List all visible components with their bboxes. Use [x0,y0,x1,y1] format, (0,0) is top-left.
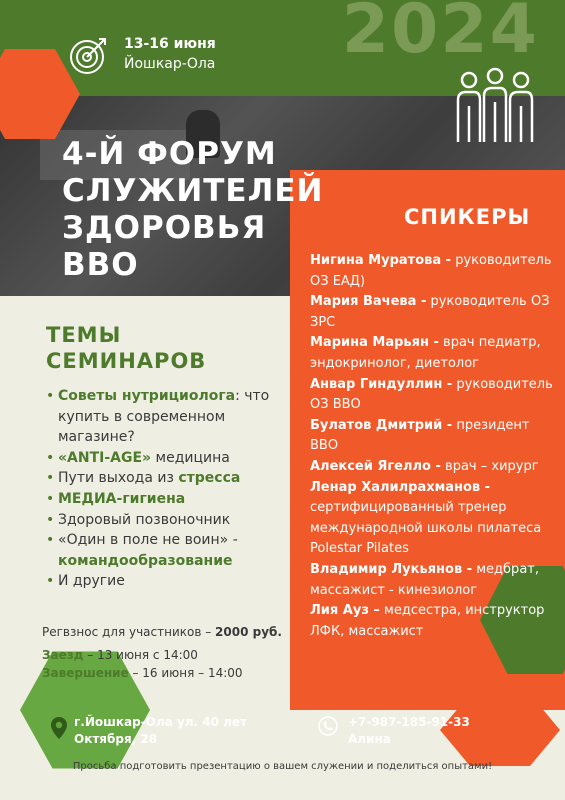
arrival-label: Заезд [42,648,84,662]
theme-item [46,468,296,489]
theme-highlight: командообразование [58,552,233,569]
speakers-heading: СПИКЕРЫ [404,205,531,229]
speaker-name: Марина Марьян - [310,335,439,351]
themes-heading-line: ТЕМЫ [46,323,122,347]
themes-heading [46,322,206,374]
footer-note: Просьба подготовить презентацию о вашем служении и поделиться опытами! [72,761,493,772]
speaker-item [310,457,560,478]
theme-highlight: МЕДИА-гигиена [58,490,186,507]
themes-heading-line: СЕМИНАРОВ [46,349,207,373]
theme-text: Пути выхода из [58,470,179,487]
registration-fee [42,625,282,639]
speaker-item [310,601,560,642]
title-line: 4-Й ФОРУМ [62,136,277,172]
speaker-role: медсестра, инструктор ЛФК, массажист [310,603,545,639]
arrival-row [42,646,243,664]
contact [348,714,470,748]
theme-highlight: Советы нутрициолога [58,388,236,404]
forum-title [62,136,323,284]
theme-text: Здоровый позвоночник [58,511,231,528]
speakers-list [310,251,560,642]
contact-phone: +7-987-185-91-33 [348,715,470,729]
theme-text: И другие [58,573,125,590]
speaker-name: Ленар Халилрахманов - [310,479,491,495]
speaker-item [310,292,560,333]
speaker-name: Нигина Муратова - [310,253,452,268]
speaker-role: президент ВВО [310,417,530,454]
speaker-name: Владимир Лукьянов - [310,561,473,577]
theme-item [46,448,296,469]
speaker-item [310,416,560,457]
speaker-role: врач – хирург [445,458,539,474]
speaker-item [310,478,560,560]
location-pin-icon [50,716,68,740]
arrival-value: – 13 июня с 14:00 [83,648,198,662]
contact-name: Алина [348,732,391,746]
theme-item [46,530,296,571]
title-line: СЛУЖИТЕЛЕЙ [62,173,324,209]
schedule [42,646,243,682]
theme-text: медицина [151,449,230,466]
speaker-name: Булатов Дмитрий - [310,417,453,433]
speaker-name: Анвар Гиндуллин - [310,376,453,392]
speaker-name: Алексей Ягелло - [310,458,441,474]
year-watermark: 2024 [341,0,539,69]
theme-text: : что купить в современном магазине? [58,388,270,446]
end-label: Завершение [42,666,129,680]
theme-highlight: «ANTI-AGE» [58,449,152,466]
address-line: Октября, 28 [74,732,158,746]
title-line: ВВО [62,247,139,283]
speaker-name: Лия Ауз – [310,603,380,619]
title-line: ЗДОРОВЬЯ [62,210,267,246]
speaker-role: сертифицированный тренер международной школы пилатеса Polestar Pilates [310,500,542,557]
speaker-item [310,251,560,292]
people-icon [452,66,538,146]
speaker-role: руководитель ОЗ ЕАД) [310,253,552,289]
speaker-item [310,560,560,601]
address [74,714,247,748]
speaker-role: медбрат, массажист - кинезиолог [310,561,539,598]
theme-item [46,571,296,592]
theme-text: «Один в поле не воин» - [58,532,238,549]
phone-icon [318,716,338,736]
event-city: Йошкар-Ола [124,56,216,72]
speaker-item [310,333,560,374]
target-icon [68,34,110,76]
address-line: г.Йошкар-Ола ул. 40 лет [74,715,248,729]
theme-item [46,386,296,448]
speaker-name: Мария Вачева - [310,294,427,310]
theme-item [46,510,296,531]
end-value: – 16 июня – 14:00 [128,666,243,680]
event-dates: 13-16 июня [124,36,216,52]
fee-label: Регвзнос для участников – [42,625,216,639]
speaker-role: руководитель ОЗ ВВО [310,376,553,413]
end-row [42,664,243,682]
speaker-item [310,375,560,416]
speaker-role: врач педиатр, эндокринолог, диетолог [310,335,541,371]
fee-amount: 2000 руб. [215,625,282,639]
theme-highlight: стресса [178,470,241,487]
themes-list [46,386,296,592]
speaker-role: руководитель ОЗ ЗРС [310,294,550,330]
theme-item [46,489,296,510]
